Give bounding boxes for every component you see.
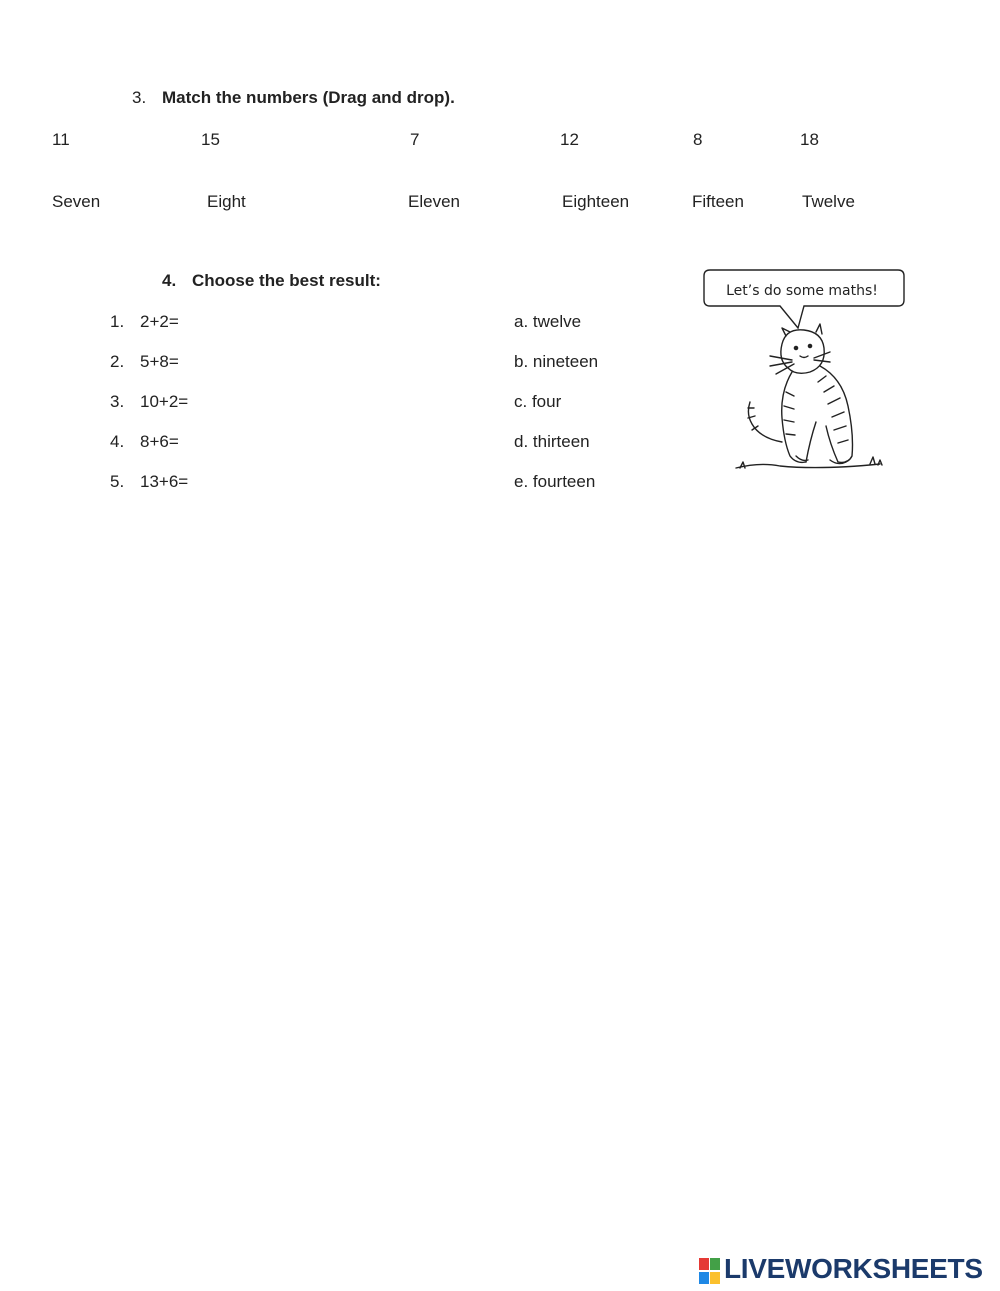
word-drop-target[interactable]: Eleven [408, 192, 460, 211]
word-drop-target[interactable]: Eighteen [562, 192, 630, 211]
section-4-title: Choose the best result: [192, 271, 381, 290]
question-number: 2. [110, 352, 125, 371]
number-drag-item[interactable]: 15 [201, 130, 220, 149]
question-text: 10+2= [140, 392, 189, 411]
word-drop-target[interactable]: Eight [207, 192, 246, 211]
tiger-icon [730, 322, 890, 474]
answer-option[interactable]: e. fourteen [514, 472, 596, 491]
number-drag-item[interactable]: 11 [52, 130, 70, 149]
answer-option[interactable]: b. nineteen [514, 352, 599, 371]
question-number: 4. [110, 432, 125, 451]
word-drop-target[interactable]: Fifteen [692, 192, 744, 211]
question-text: 2+2= [140, 312, 179, 331]
answer-option[interactable]: c. four [514, 392, 562, 411]
word-drop-target[interactable]: Twelve [802, 192, 855, 211]
word-drop-target[interactable]: Seven [52, 192, 101, 211]
number-drag-item[interactable]: 12 [560, 130, 579, 149]
section-4-number: 4. [162, 271, 177, 290]
number-drag-item[interactable]: 7 [410, 130, 420, 149]
section-3-number: 3. [132, 88, 147, 107]
number-drag-item[interactable]: 8 [693, 130, 703, 149]
section-3-title: Match the numbers (Drag and drop). [162, 88, 455, 107]
question-number: 1. [110, 312, 125, 331]
question-text: 13+6= [140, 472, 189, 491]
answer-option[interactable]: d. thirteen [514, 432, 590, 451]
number-drag-item[interactable]: 18 [800, 130, 819, 149]
liveworksheets-logo-text: LIVEWORKSHEETS [724, 1253, 983, 1284]
question-text: 8+6= [140, 432, 179, 451]
speech-bubble-text: Let’s do some maths! [726, 283, 878, 299]
answer-option[interactable]: a. twelve [514, 312, 582, 331]
liveworksheets-logo-icon [697, 1254, 723, 1288]
question-number: 3. [110, 392, 125, 411]
question-text: 5+8= [140, 352, 179, 371]
question-number: 5. [110, 472, 125, 491]
